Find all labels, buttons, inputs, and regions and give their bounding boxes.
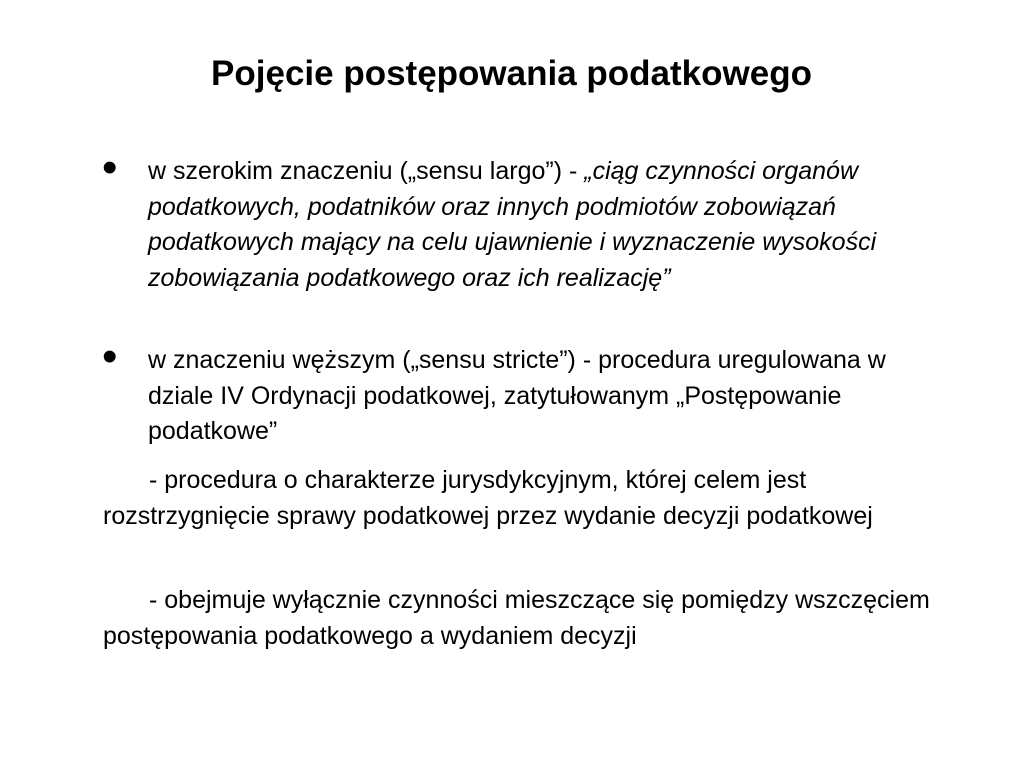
bullet-marker: •: [102, 332, 118, 381]
bullet-item-broad-meaning: [148, 154, 918, 296]
bullet-lead-text: w szerokim znaczeniu („sensu largo”) -: [148, 157, 585, 185]
paragraph-jurisdictional-procedure: - procedura o charakterze jurysdykcyjnym, której celem jest rozstrzygnięcie sprawy podatkowej przez wydanie decyzji podatkowej: [103, 466, 873, 530]
bullet-emphasis-text: „ciąg czynności organów podatkowych, podatników oraz innych podmiotów zobowiązań podatkowych mający na celu ujawnienie i wyznaczenie wysokości zobowiązania podatkowego oraz ich realizację”: [148, 157, 877, 292]
paragraph-scope-of-activities: - obejmuje wyłącznie czynności mieszczące się pomiędzy wszczęciem postępowania podatkowego a wydaniem decyzji: [103, 586, 930, 650]
bullet-item-narrow-meaning: [148, 343, 918, 450]
slide-title: Pojęcie postępowania podatkowego: [211, 54, 812, 93]
bullet-marker: •: [102, 143, 118, 192]
bullet-lead-text: w znaczeniu węższym („sensu stricte”) - procedura uregulowana w dziale IV Ordynacji podatkowej, zatytułowanym „Postępowanie podatkowe”: [148, 346, 886, 445]
